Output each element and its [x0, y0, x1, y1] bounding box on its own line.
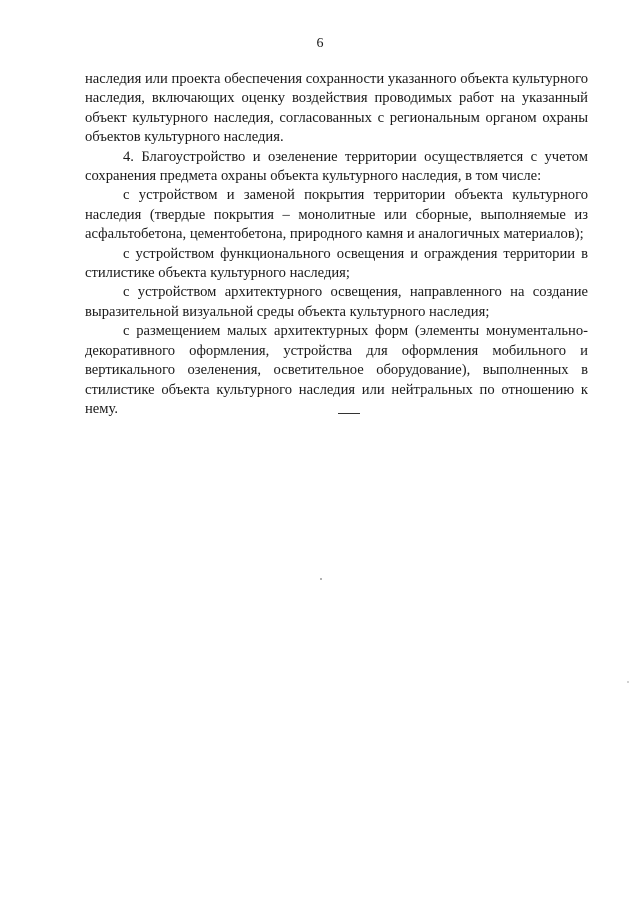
body-text: [85, 70, 588, 419]
paragraph-small-architectural-forms: с размещением малых архитектурных форм (элементы монументально-декоративного оформления, устройства для оформления мобильного и вертикального озеленения, осветительное оборудование), выполненных в стилистике объекта культурного наследия или нейтральных по отношению к нему.: [85, 323, 588, 417]
paragraph-surface-covering: с устройством и заменой покрытия территории объекта культурного наследия (твердые покрытия – монолитные или сборные, выполняемые из асфальтобетона, цементобетона, природного камня и аналогичных материалов);: [85, 187, 588, 243]
page-number: 6: [316, 36, 324, 51]
paragraph-architectural-lighting: с устройством архитектурного освещения, направленного на создание выразительной визуальной среды объекта культурного наследия;: [85, 284, 588, 320]
scan-speck: [320, 578, 322, 580]
paragraph-item-4: 4. Благоустройство и озеленение территории осуществляется с учетом сохранения предмета охраны объекта культурного наследия, в том числе:: [85, 148, 588, 185]
paragraph-functional-lighting: с устройством функционального освещения и ограждения территории в стилистике объекта культурного наследия;: [85, 245, 588, 282]
end-of-text-rule: [338, 413, 360, 414]
scan-speck: [627, 681, 629, 683]
paragraph-continuation: наследия или проекта обеспечения сохранности указанного объекта культурного наследия, включающих оценку воздействия проводимых работ на указанный объект культурного наследия, согласованных с региональным органом охраны объектов культурного наследия.: [85, 71, 588, 146]
